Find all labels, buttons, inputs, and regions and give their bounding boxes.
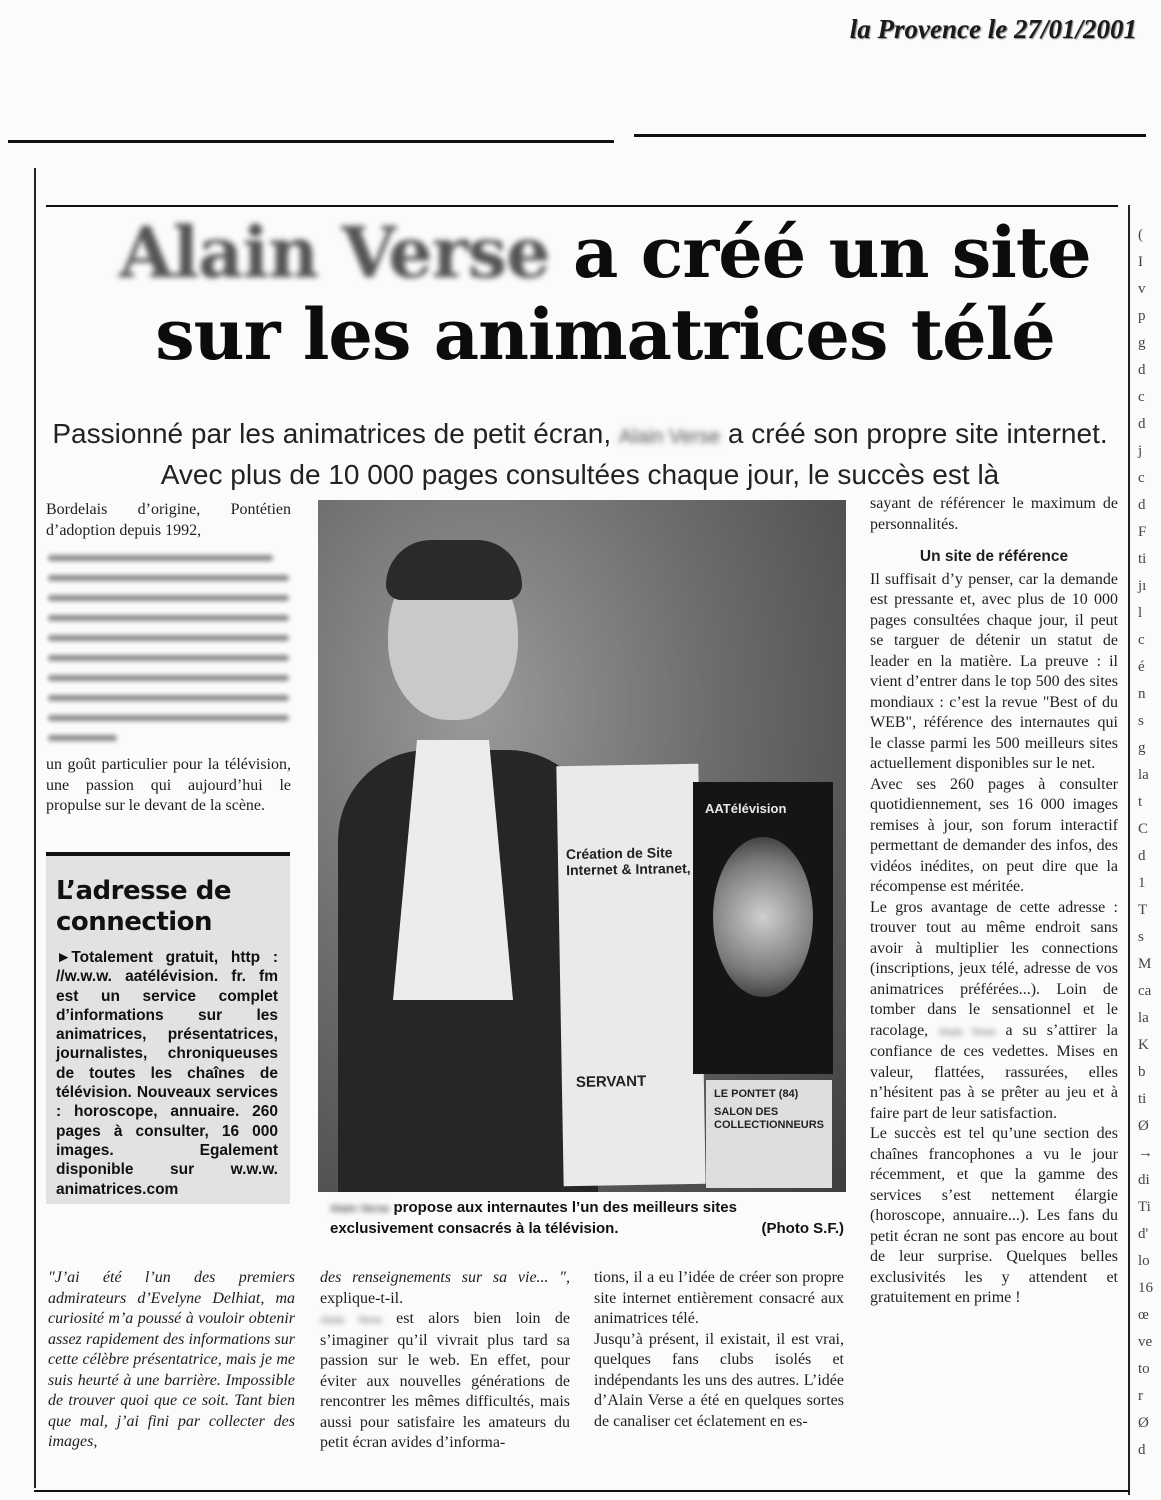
right-column [870,494,1118,1309]
p3-end: a su s’attirer la confiance de ces vedettes. Mises en valeur, flattées, rassurées, elles n’hésitent pas à se prêter au jeu et à faire part de leur satisfaction. [870,1021,1119,1122]
edge-fragment: ti [1138,551,1147,567]
poster-bottom-text: LE PONTET (84) [714,1088,799,1100]
edge-fragment: s [1138,929,1144,945]
edge-fragment: c [1138,389,1145,405]
col2-redacted-name: Alain Verse [320,1314,382,1326]
edge-fragment: r [1138,1388,1143,1404]
col3-paragraph-2: Jusqu’à présent, il existait, il est vrai, quelques fans clubs isolés et indépendants les uns des autres. L’idée d’Alain Verse a été en quelques sortes de canaliser cet éclatement en es- [594,1330,844,1430]
edge-fragment: ca [1138,983,1152,999]
edge-fragment: ti [1138,1091,1147,1107]
edge-fragment: to [1138,1361,1150,1377]
edge-fragment: g [1138,335,1146,351]
edge-fragment: j [1138,443,1143,459]
bottom-column-1: "J’ai été l’un des premiers admirateurs d’Evelyne Delhiat, ma curiosité m’a poussé à vouloir obtenir assez rapidement des informations sur cette célèbre présentatrice, mais je me suis heurté à une barrière. Impossible de trouver quoi que ce soit. Tant bien que mal, j’ai fini par collecter des images, [48,1269,295,1450]
poster-left-text: Création de Site Internet & Intranet, [565,844,691,879]
photo-poster-bottom [706,1080,832,1188]
edge-fragment: p [1138,308,1146,324]
adjacent-article-fragments [1138,225,1160,1467]
top-rule-left [8,140,614,143]
edge-fragment: l [1138,605,1143,621]
sidebar-title: L’adresse de connection [56,876,231,937]
poster-montage [713,837,813,997]
edge-fragment: di [1138,1172,1150,1188]
edge-fragment: s [1138,713,1144,729]
edge-fragment: la [1138,767,1149,783]
poster-right-title: AATélévision [705,801,787,816]
poster-bottom-text-2: SALON DES COLLECTIONNEURS [714,1106,824,1131]
subtitle-part-1: Passionné par les animatrices de petit écran, [52,418,612,449]
bottom-column-3 [594,1268,844,1432]
caption-text: propose aux internautes l’un des meilleurs sites exclusivement consacrés à la télévision. [330,1199,737,1237]
edge-fragment: b [1138,1064,1146,1080]
edge-fragment: C [1138,821,1149,837]
edge-fragment: d [1138,848,1146,864]
headline-line-1-text: a créé un site [573,211,1091,294]
right-paragraph-1: Il suffisait d’y penser, car la demande est pressante et, avec plus de 10 000 pages consultées chaque jour, il peut se targuer de détenir un statut de leader en la matière. La preuve : il vient d’entrer dans le top 500 des sites mondiaux : c’est la revue "Best of du WEB", référence des internautes qui le classe parmi les 500 meilleurs sites actuellement disponibles sur le net. [870,570,1118,772]
edge-fragment: n [1138,686,1146,702]
photo-poster-left [556,764,705,1186]
right-paragraph-2: Avec ses 260 pages à consulter quotidiennement, ses 16 000 images remises à jour, son forum interactif permettant de demander des infos, des vidéos inédites, on peut dire que la récompense est méritée. [870,775,1118,895]
subtitle-redacted-name: Alain Verse [618,426,721,448]
sidebar-body: ►Totalement gratuit, http : //w.w.w. aatélévision. fr. fm est un service complet d’informations sur les animatrices, présentatrices, journalistes, chroniqueuses de toutes les chaînes de télévision. Nouveaux services : horoscope, annuaire. 260 pages à consulter, 16 000 images. Egalement disponible sur w.w.w. animatrices.com [56,949,278,1198]
headline [100,212,1110,376]
top-rule-right [634,134,1146,137]
headline-line-1 [100,212,1110,294]
edge-fragment: v [1138,281,1146,297]
edge-fragment: → [1138,1145,1153,1161]
right-paragraph-3 [870,898,1118,1125]
edge-fragment: T [1138,902,1148,918]
col2-first [320,1268,570,1309]
edge-fragment: F [1138,524,1147,540]
col2-rest: est alors bien loin de s’imaginer qu’il vivrait plus tard sa passion sur le web. En effet, pour éviter aux nouvelles générations de rencontrer les mêmes difficultés, mais aussi pour satisfaire les amateurs du petit écran avides d’informa- [320,1310,570,1451]
headline-line-2: sur les animatrices télé [155,293,1055,376]
edge-fragment: Ø [1138,1415,1149,1431]
edge-fragment: é [1138,659,1145,675]
photo-poster-right [693,782,833,1074]
p3-redacted-name: Alain Verse [938,1025,996,1038]
edge-fragment: M [1138,956,1152,972]
caption-redacted-name: Alain Verse [330,1203,390,1215]
edge-fragment: Ø [1138,1118,1149,1134]
col2-quote-end: des renseignements sur sa vie... ", [320,1269,570,1286]
edge-fragment: c [1138,470,1145,486]
right-paragraph-4: Le succès est tel qu’une section des chaînes francophones a vu le jour récemment, et que la gamme des services s’est nettement élargie (horoscope, annuaire...). Les fans du petit écran ne sont pas encore au bout de leur surprise. Quelques belles exclusivités les y attendent et gratuitement en prime ! [870,1125,1118,1306]
right-lead: sayant de référencer le maximum de personnalités. [870,495,1118,533]
edge-fragment: d' [1138,1226,1149,1242]
edge-fragment: d [1138,416,1146,432]
bottom-column-2 [320,1268,570,1454]
edge-fragment: jı [1138,578,1147,594]
photo-man-hair [386,540,522,600]
edge-fragment: la [1138,1010,1149,1026]
intro-end: un goût particulier pour la télévision, une passion qui aujourd’hui le propulse sur le devant de la scène. [46,756,291,814]
intro-start: Bordelais d’origine, Pontétien d’adoption depuis 1992, [46,501,291,539]
edge-fragment: Ti [1138,1199,1151,1215]
edge-fragment: t [1138,794,1143,810]
redacted-text-block [46,555,291,741]
col3-paragraph-1: tions, il a eu l’idée de créer son propre site internet entièrement consacré aux animatrices télé. [594,1269,844,1327]
edge-fragment: d [1138,497,1146,513]
article-photo [318,500,846,1192]
right-column-rule [1128,205,1130,1495]
newspaper-source: la Provence le 27/01/2001 [849,14,1137,44]
edge-fragment: ve [1138,1334,1153,1350]
edge-fragment: œ [1138,1307,1149,1323]
left-frame-rule [34,168,36,1488]
redacted-name: Alain Verse [119,211,550,294]
edge-fragment: 16 [1138,1280,1153,1296]
edge-fragment: K [1138,1037,1149,1053]
headline-rule [46,205,1118,207]
p3-start: Le gros avantage de cette adresse : trouver tout au même endroit sans avoir à multiplier les connections (inscriptions, jeux télé, adresse de vos animatrices préférées...). Loin de tomber dans le sensationnel et le racolage, [870,898,1118,1039]
edge-fragment: ( [1138,227,1143,243]
col2-attribution: explique-t-il. [320,1289,404,1307]
edge-fragment: lo [1138,1253,1150,1269]
photo-caption [330,1198,844,1238]
subtitle [50,415,1110,493]
subtitle-part-2: a créé son propre site internet. Avec plus de 10 000 pages consultées chaque jour, le succès est là [160,418,1108,490]
col2-body [320,1309,570,1454]
edge-fragment: d [1138,1442,1146,1458]
edge-fragment: 1 [1138,875,1146,891]
section-subhead: Un site de référence [919,548,1069,565]
edge-fragment: g [1138,740,1146,756]
photo-credit: (Photo S.F.) [761,1220,844,1237]
edge-fragment: c [1138,632,1145,648]
intro-column [46,500,291,817]
address-sidebar [46,852,290,1204]
edge-fragment: I [1138,254,1143,270]
edge-fragment: d [1138,362,1146,378]
bottom-rule [34,1490,1130,1492]
poster-small-text: SERVANT [575,1072,647,1091]
